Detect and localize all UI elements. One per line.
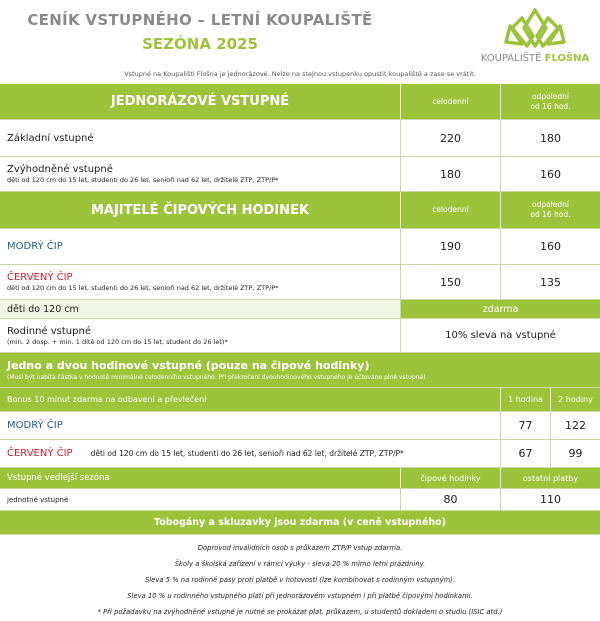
slides-text: Tobogány a skluzavky jsou zdarma (v ceně vstupného) [154,517,446,528]
red-chip-label: ČERVENÝ ČIP [7,272,73,283]
table-row [0,229,600,265]
price-value: 110 [540,493,561,506]
page-title: CENÍK VSTUPNÉHO – LETNÍ KOUPALIŠTĚ [27,11,373,29]
family-discount: 10% sleva na vstupné [445,330,556,341]
bonus-row [0,388,600,412]
off-season-header [0,468,600,489]
row-label: jednotné vstupné [7,495,69,504]
price-value: 122 [565,419,586,432]
row-label: Základní vstupné [7,132,94,144]
row-sublabel: děti od 120 cm do 15 let, studenti do 26 let, senioři nad 62 let, držitelé ZTP, ZTP/P* [90,449,404,458]
off-season-title: Vstupné vedlejší sezóna [7,473,110,483]
col-one-hour: 1 hodina [508,395,543,404]
col-other-payments: ostatní platby [522,473,579,483]
chip-owners-header: MAJITELÉ ČIPOVÝCH HODINEK celodenní odpolední od 16 hod. [0,192,600,229]
hourly-header [0,353,600,388]
price-value: 180 [540,131,561,145]
price-value: 180 [440,167,461,181]
family-sublabel: (min. 2 dosp. + min. 1 dítě od 120 cm do 15 let, student do 26 let)* [7,337,228,346]
price-value: 80 [443,493,458,506]
col-full-day: celodenní [432,96,469,106]
row-sublabel: děti od 120 cm do 15 let, studenti do 26 let, senioři nad 62 let, držitelé ZTP, ZTP/P* [7,284,279,292]
entry-note: Vstupné na Koupališti Flošna je jednorázové. Nelze na stejnou vstupenku opustit koupaliště a zase se vrátit. [124,70,476,78]
price-value: 135 [540,275,561,289]
footer-note: Školy a školská zařízení v rámci výuky - sleva 20 % mimo letní prázdniny. [174,560,426,568]
price-value: 150 [440,275,461,289]
price-value: 99 [568,447,583,460]
single-entry-title: JEDNORÁZOVÉ VSTUPNÉ [110,94,290,109]
logo-text: KOUPALIŠTĚ FLOŠNA [480,53,590,64]
family-label: Rodinné vstupné [7,325,91,337]
price-table [0,84,600,535]
table-row [0,440,600,468]
red-chip-label: ČERVENÝ ČIP [7,448,73,459]
price-value: 220 [440,131,461,145]
kids-label: děti do 120 cm [7,303,79,315]
price-value: 77 [518,419,533,432]
table-row [0,120,600,157]
footer-note: Doprovod invalidních osob s průkazem ZTP/P vstup zdarma. [197,544,403,552]
logo [470,6,590,64]
blue-chip-label: MODRÝ ČIP [7,241,63,252]
footer-notes [0,540,600,620]
lotus-logo-icon [500,6,570,50]
col-afternoon: odpolední [532,91,569,101]
blue-chip-label: MODRÝ ČIP [7,420,63,431]
kids-row [0,300,600,319]
price-value: 160 [540,167,561,181]
bonus-text: Bonus 10 minut zdarma na odbavení a převlečení [7,395,207,404]
slides-banner [0,511,600,535]
table-row [0,412,600,440]
table-row [0,265,600,300]
col-chip-watch: čipové hodinky [420,473,481,483]
price-value: 190 [440,240,461,253]
header [0,0,600,66]
table-row [0,489,600,511]
price-value: 67 [518,447,533,460]
season-title: SEZÓNA 2025 [142,35,258,53]
chip-owners-title: MAJITELÉ ČIPOVÝCH HODINEK [90,202,310,218]
footer-note: Sleva 10 % u rodinného vstupného platí při jednorázovém vstupném i při platbě čipovými hodinkami. [127,592,473,600]
row-label: Zvýhodněné vstupné [7,164,113,175]
row-sublabel: děti od 120 cm do 15 let, studenti do 26 let, senioři nad 62 let, držitelé ZTP, ZTP/P* [7,176,279,184]
footer-note: Sleva 5 % na rodinné pasy proti platbě v hotovosti (lze kombinovat s rodinným vstupným). [144,576,456,584]
hourly-subtitle: (Musí být nabita částka v hodnotě minimálně celodenního vstupného. Při překročení dvouhodinového vstupného je účtováno plné vstupné) [7,374,426,381]
table-row [0,157,600,192]
col-two-hours: 2 hodiny [558,395,593,404]
hourly-title: Jedno a dvou hodinové vstupné (pouze na čipové hodinky) [7,359,370,372]
footer-note: * Při požadavku na zvýhodněné vstupné je nutné se prokázat plat. průkazem, u studentů dokladem o studiu (ISIC atd.) [97,608,503,616]
price-value: 160 [540,240,561,253]
single-entry-header: JEDNORÁZOVÉ VSTUPNÉ celodenní odpolední od 16 hod. [0,84,600,120]
family-row [0,319,600,353]
kids-value: zdarma [482,303,519,315]
